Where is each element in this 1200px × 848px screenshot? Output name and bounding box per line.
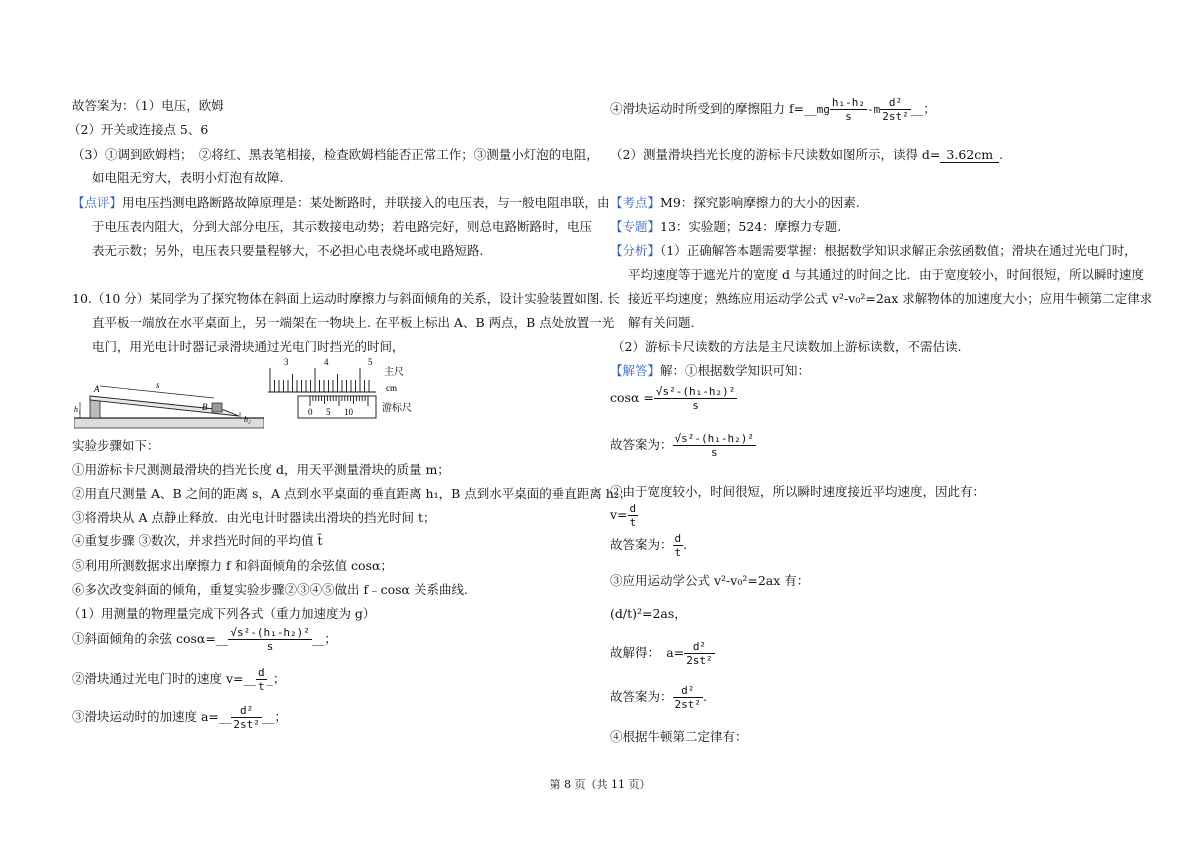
answer-1: 故答案为： $\frac{\text{√s²-(h₁-h₂)²}}{s}$ <box>610 432 754 459</box>
main-scale-label: 主尺 <box>384 367 404 378</box>
page-footer: 第 8 页（共 11 页） <box>549 778 651 791</box>
step-5: ⑤利用所测数据求出摩擦力 f 和斜面倾角的余弦值 cosα； <box>72 558 393 573</box>
vernier-caliper-figure <box>264 356 424 422</box>
zhuanti: 【专题】13：实验题；524：摩擦力专题. <box>610 219 842 234</box>
formula-velocity-denominator: t <box>258 680 265 693</box>
question-10-line3: 电门，用光电计时器记录滑块通过光电门时挡光的时间， <box>92 339 405 354</box>
answer-9-line3b: 如电阻无穷大，表明小灯泡有故障. <box>92 170 284 185</box>
fenxi-line5: （2）游标卡尺读数的方法是主尺读数加上游标读数，不需估读. <box>612 339 962 354</box>
formula-acceleration-numerator: d² <box>231 704 262 718</box>
step-2: ②用直尺测量 A、B 之间的距离 s，A 点到水平桌面的垂直距离 h₁，B 点到水平桌面的垂直距离 h₂； <box>72 486 632 501</box>
step-1: ①用游标卡尺测测最滑块的挡光长度 d，用天平测量滑块的质量 m； <box>72 462 450 477</box>
vernier-scale-label: 游标尺 <box>382 403 412 414</box>
step-4: ④重复步骤 ③数次，并求挡光时间的平均值 t̄ <box>72 533 323 548</box>
answer-3: 故答案为： $\frac{\text{d²}}{\text{2st²}}$ . <box>610 684 707 711</box>
main-tick-label-4: 4 <box>324 357 329 367</box>
formula-cos: ①斜面倾角的余弦 cosα=__ $\frac{\text{√s²-(h₁-h₂)²}}{s}$ __； <box>72 626 337 653</box>
answer-9-line1: 故答案为：（1）电压，欧姆 <box>72 98 224 113</box>
incline-figure <box>74 372 264 430</box>
answer-9-line2: （2）开关或连接点 5、6 <box>68 122 209 137</box>
step-6: ⑥多次改变斜面的倾角，重复实验步骤②③④⑤做出 f﹣cosα 关系曲线. <box>72 582 468 597</box>
velocity-formula: v= $\frac{d}{t}$ <box>610 502 637 529</box>
main-tick-label-3: 3 <box>284 357 289 367</box>
label-h2: h₂ <box>244 415 251 424</box>
formula-acceleration-denominator: 2st² <box>233 718 260 731</box>
question-10-line1: 10.（10 分）某同学为了探究物体在斜面上运动时摩擦力与斜面倾角的关系，设计实验装置如图. 长 <box>72 291 620 306</box>
formula-velocity-numerator: d <box>258 666 265 679</box>
formula-acceleration: ③滑块运动时的加速度 a=__ $\frac{\text{d²}}{\text{2st²}}$ __； <box>72 704 287 731</box>
formula-friction: ④滑块运动时所受到的摩擦阻力 f=__mg $\frac{\text{h₁-h₂}}{s}$ -m $\frac{\text{d²}}{\text{2st²}}$ __； <box>610 96 936 123</box>
cos-formula: cosα = $\frac{\text{√s²-(h₁-h₂)²}}{s}$ <box>610 385 736 412</box>
answer-9-line3a: （3）①调到欧姆档； ②将红、黑表笔相接，检查欧姆档能否正常工作；③测量小灯泡的电阻， <box>72 147 599 162</box>
fenxi-line4: 解有关问题. <box>628 315 695 330</box>
part-1: （1）用测量的物理量完成下列各式（重力加速度为 g） <box>68 606 376 621</box>
solution-step3: ③应用运动学公式 v²-v₀²=2ax 有： <box>610 573 810 588</box>
vernier-tick-label-0: 0 <box>308 407 313 417</box>
comment-tag: 【点评】 <box>72 195 123 210</box>
formula-velocity: ②滑块通过光电门时的速度 v=__ $\frac{d}{t}$ _； <box>72 666 286 693</box>
fenxi-line1: 【分析】（1）正确解答本题需要掌握：根据数学知识求解正余弦函数值；滑块在通过光电门时， <box>610 243 1137 258</box>
question-10-line2: 直平板一端放在水平桌面上，另一端架在一物块上. 在平板上标出 A、B 两点，B 点处放置一光 <box>92 315 615 330</box>
part-2: （2）测量滑块挡光长度的游标卡尺读数如图所示，读得 d= 3.62cm . <box>610 147 1004 162</box>
jieda-line1: 【解答】解：①根据数学知识可知： <box>610 363 811 378</box>
comment-line1: 【点评】用电压挡测电路断路故障原理是：某处断路时，并联接入的电压表，与一般电阻串联，由 <box>72 195 610 210</box>
label-h1: h₁ <box>74 405 81 414</box>
answer-2: 故答案为： $\frac{d}{t}$ . <box>610 532 688 559</box>
step-3: ③将滑块从 A 点静止释放．由光电计时器读出滑块的挡光时间 t； <box>72 510 436 525</box>
part-2-answer: 3.62cm <box>940 147 999 163</box>
solution-step2: ②由于宽度较小，时间很短，所以瞬时速度接近平均速度，因此有： <box>610 484 986 499</box>
kaodian: 【考点】M9：探究影响摩擦力的大小的因素. <box>610 195 860 210</box>
comment-line2: 于电压表内阻大，分到大部分电压，其示数接电动势；若电路完好，则总电路断路时，电压 <box>92 219 593 234</box>
label-B: B <box>202 402 208 412</box>
label-s: s <box>156 380 160 390</box>
fenxi-line2: 平均速度等于遮光片的宽度 d 与其通过的时间之比．由于宽度较小，时间很短，所以瞬时速度 <box>628 267 1144 282</box>
solve-a: 故解得： a= $\frac{\text{d²}}{\text{2st²}}$ <box>610 640 713 667</box>
main-tick-label-5: 5 <box>368 357 373 367</box>
solution-step4: ④根据牛顿第二定律有： <box>610 729 748 744</box>
steps-title: 实验步骤如下： <box>72 438 160 453</box>
formula-cos-denominator: s <box>266 640 274 653</box>
vernier-tick-label-5: 5 <box>326 407 331 417</box>
equation-3: (d/t)²=2as， <box>610 606 687 621</box>
cm-label: cm <box>386 383 397 393</box>
fenxi-line3: 接近平均速度；熟练应用运动学公式 v²-v₀²=2ax 求解物体的加速度大小；应用牛顿第二定律求 <box>628 291 1153 306</box>
formula-cos-numerator: √s²-(h₁-h₂)² <box>230 626 310 639</box>
vernier-tick-label-10: 10 <box>344 407 353 417</box>
label-A: A <box>94 384 100 394</box>
comment-line3: 表无示数；另外，电压表只要量程够大，不必担心电表烧坏或电路短路. <box>92 243 484 258</box>
